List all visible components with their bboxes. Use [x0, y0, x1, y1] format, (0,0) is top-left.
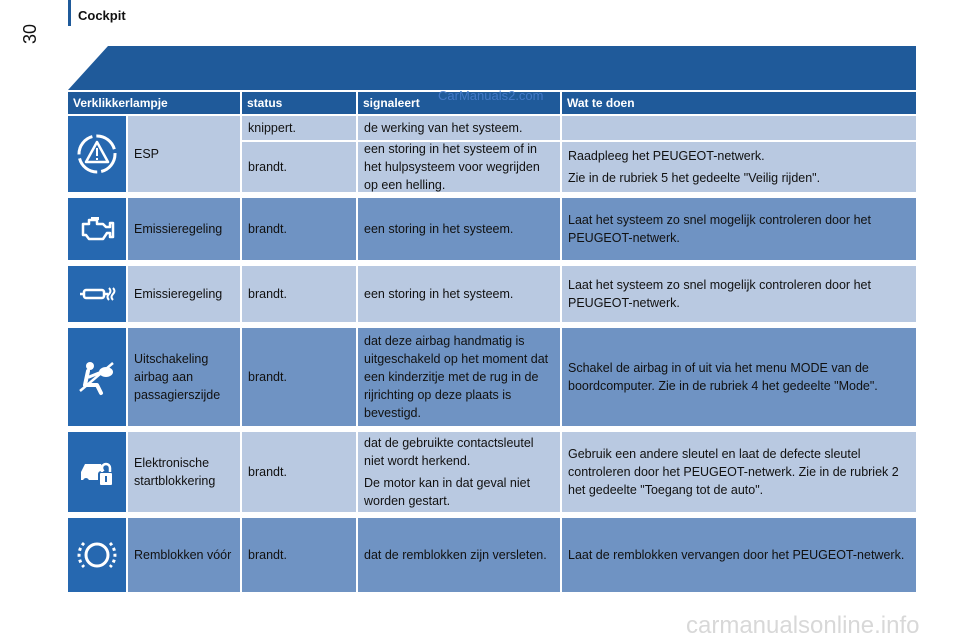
table-row-icon-cell	[68, 116, 126, 192]
airbag-off-icon	[75, 355, 119, 399]
table-cell-name: Remblokken vóór	[128, 518, 240, 592]
table-cell-action: Laat het systeem zo snel mogelijk controleren door het PEUGEOT-netwerk.	[562, 198, 916, 260]
table-cell-signal	[358, 432, 560, 512]
page-number: 30	[20, 23, 40, 44]
table-cell-status: brandt.	[242, 328, 356, 426]
table-cell-status: brandt.	[242, 518, 356, 592]
signal-line: dat de gebruikte contactsleutel niet wordt herkend.	[364, 436, 534, 468]
table-cell-name: Emissieregeling	[128, 198, 240, 260]
section-marker-bar	[68, 0, 71, 26]
table-row-icon-cell	[68, 198, 126, 260]
table-cell-signal: een storing in het systeem of in het hulpsysteem voor wegrijden op een helling.	[358, 142, 560, 192]
table-cell-name: Uitschakeling airbag aan passagierszijde	[128, 328, 240, 426]
action-line: Raadpleeg het PEUGEOT-netwerk.	[568, 149, 765, 163]
table-cell-action	[562, 142, 916, 192]
table-cell-signal: een storing in het systeem.	[358, 266, 560, 322]
signal-line: De motor kan in dat geval niet worden gestart.	[364, 476, 531, 508]
table-cell-name: ESP	[128, 116, 240, 192]
table-cell-action: Gebruik een andere sleutel en laat de defecte sleutel controleren door het PEUGEOT-netwerk. Zie in de rubriek 2 het gedeelte "Toegang tot de auto".	[562, 432, 916, 512]
table-row-icon-cell	[68, 518, 126, 592]
table-cell-signal: de werking van het systeem.	[358, 116, 560, 140]
section-title: Cockpit	[78, 8, 126, 23]
action-line: Zie in de rubriek 5 het gedeelte "Veilig rijden".	[568, 171, 821, 185]
col-header-signal: signaleert	[358, 92, 560, 114]
diesel-emission-icon	[75, 272, 119, 316]
engine-icon	[75, 207, 119, 251]
table-cell-action: Laat het systeem zo snel mogelijk controleren door het PEUGEOT-netwerk.	[562, 266, 916, 322]
table-cell-action	[562, 116, 916, 140]
brake-pad-icon	[75, 533, 119, 577]
table-cell-signal: een storing in het systeem.	[358, 198, 560, 260]
table-row-icon-cell	[68, 266, 126, 322]
table-cell-signal: dat deze airbag handmatig is uitgeschakeld op het moment dat een kinderzitje met de rug in de rijrichting op deze plaats is bevestigd.	[358, 328, 560, 426]
table-cell-status: brandt.	[242, 432, 356, 512]
table-row-icon-cell	[68, 328, 126, 426]
table-cell-signal: dat de remblokken zijn versleten.	[358, 518, 560, 592]
table-row-icon-cell	[68, 432, 126, 512]
col-header-lamp: Verklikkerlampje	[68, 92, 240, 114]
table-cell-action: Laat de remblokken vervangen door het PEUGEOT-netwerk.	[562, 518, 916, 592]
table-cell-status: brandt.	[242, 266, 356, 322]
table-cell-name: Emissieregeling	[128, 266, 240, 322]
esp-warning-triangle-icon	[75, 132, 119, 176]
table-cell-status: brandt.	[242, 142, 356, 192]
watermark-bottom: carmanualsonline.info	[686, 612, 920, 639]
table-cell-name: Elektronische startblokkering	[128, 432, 240, 512]
table-cell-status: brandt.	[242, 198, 356, 260]
header-band	[68, 46, 916, 90]
car-key-immobiliser-icon	[75, 450, 119, 494]
table-cell-status: knippert.	[242, 116, 356, 140]
col-header-status: status	[242, 92, 356, 114]
table-cell-action: Schakel de airbag in of uit via het menu MODE van de boordcomputer. Zie in de rubriek 4 het gedeelte "Mode".	[562, 328, 916, 426]
watermark-top: CarManuals2.com	[438, 88, 544, 103]
col-header-action: Wat te doen	[562, 92, 916, 114]
